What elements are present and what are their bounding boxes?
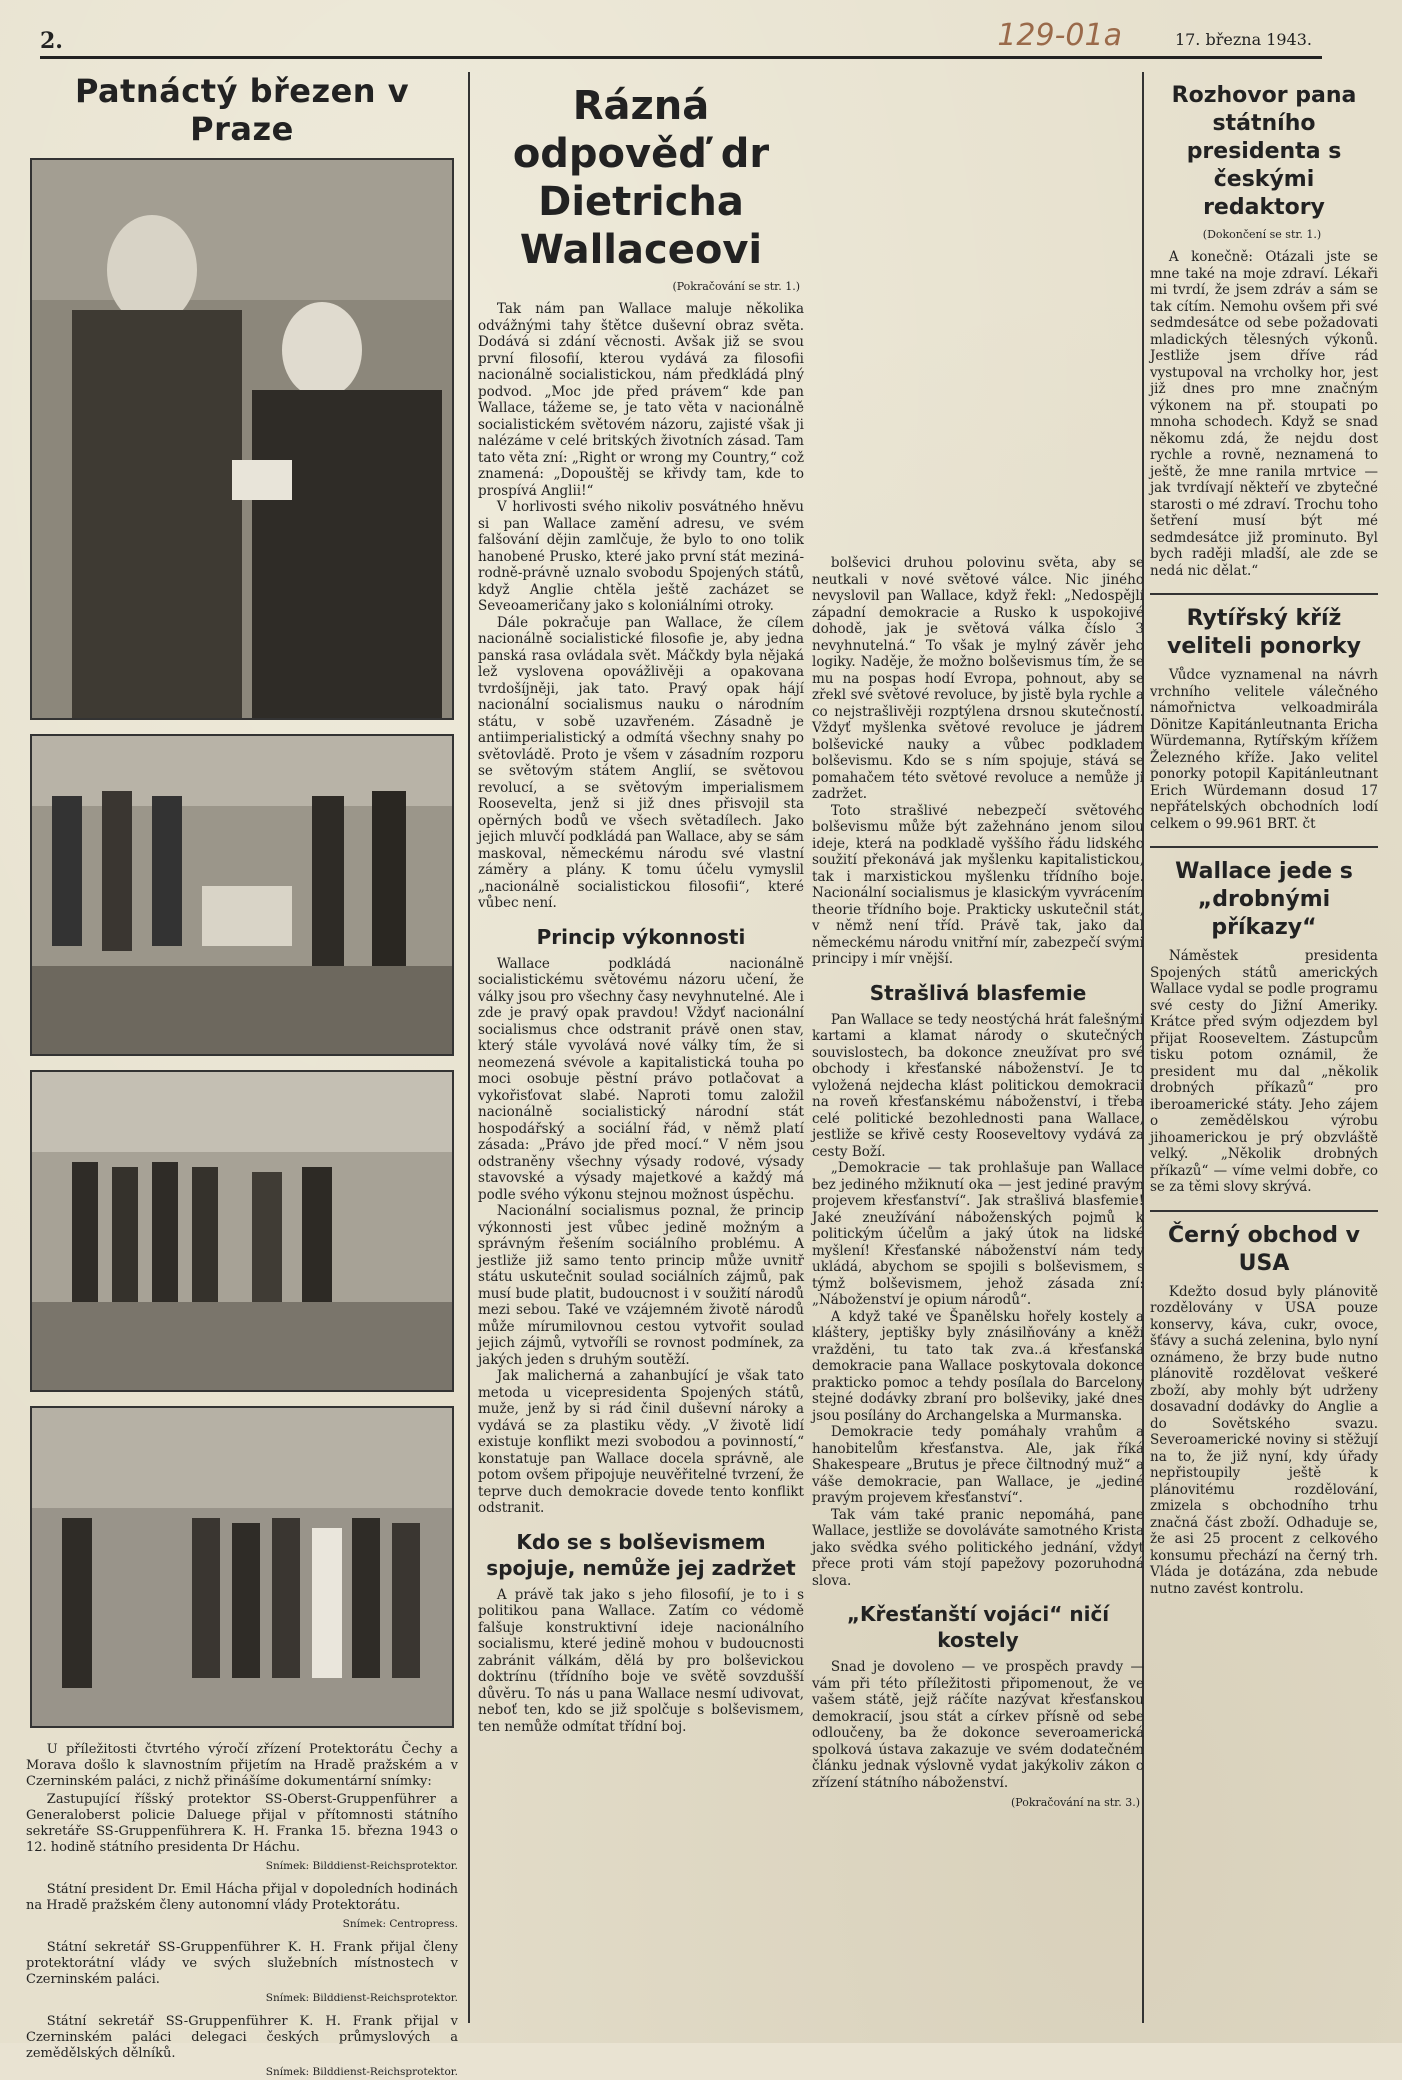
column-rule: [468, 72, 470, 2023]
news-paragraph: Kdežto dosud byly plánovitě rozdělovány v USA pouze konservy, káva, cukr, ovoce, šťávy a suchá zelenina, bylo nyní oznámeno, že brzy bude nutno plánovitě rozdělovat veškeré zboží, aby mohly být udrženy dosavadní dodávky do Anglie a do Sovětského svazu. Severoamerické noviny si stěžují na to, že již nyní, kdy úřady nepřistoupily ještě k plánovitému rozdělování, zmizela s obchodního trhu značná část zboží. Odhaduje se, že asi 25 procent z celkového konsumu přechází na černý trh. Vláda je dotázána, zda nebude nutno zavést kontrolu.: [1150, 1283, 1378, 1597]
continued-note: (Pokračování se str. 1.): [672, 280, 800, 293]
photo-feature-column: [26, 72, 458, 2078]
subheading: Kdo se s bolševismem spojuje, nemůže jej zadržet: [486, 1529, 796, 1580]
subheading: Princip výkonnosti: [536, 924, 746, 949]
caption-text: Zastupující říšský protektor SS-Oberst-Gruppenführer a Generaloberst policie Daluege přijal v přítomnosti státního sekretáře SS-Gruppenführera K. H. Franka 15. března 1943 o 12. hodině státního presidenta Dr Háchu.: [26, 1792, 458, 1855]
caption-text: Státní sekretář SS-Gruppenführer K. H. Frank přijal členy protektorátní vlády ve svých služebních místnostech v Czerninském paláci.: [26, 1940, 458, 1987]
article-paragraph: Jak malicherná a zahanbující je však tato metoda u vicepresidenta Spojených států, muže, jenž by si rád činil duševní nároky a vydává se za plastiku vědy. „V životě lidí existuje konflikt mezi svobodou a povinností,“ konstatuje pan Wallace docela správně, ale potom ovšem připojuje neuvěřitelné tvrzení, že teprve duch demokracie dovede tento konflikt odstranit.: [478, 1368, 804, 1516]
article-paragraph: A když také ve Španělsku hořely kostely a kláštery, jeptišky byly znásilňovány a kněží vražděni, tu tato tak zva..á křesťanská demokracie pana Wallace poskytovala dokonce prakticko pomoc a tehdy posílala do Barcelony stejné dodávky zbraní pro bolševiky, jaké dnes jsou posílány do Archangelska a Murmanska.: [812, 1308, 1144, 1424]
caption-intro: U příležitosti čtvrtého výročí zřízení Protektorátu Čechy a Morava došlo k slavnostním přijetím na Hradě pražském a v Czerninském paláci, z nichž přinášíme dokumentární snímky:: [26, 1742, 458, 1789]
section-divider: [1150, 846, 1378, 848]
section-divider: [1150, 593, 1378, 595]
main-headline: Rázná odpověď dr Dietricha Wallaceovi: [512, 83, 770, 273]
article-paragraph: „Demokracie — tak prohlašuje pan Wallace bez jediného mžiknutí oka — jest jediné pravým projevem křesťanství“. Jak strašlivá blasfemie! Jaké zneužívání náboženských pojmů k politickým účelům a jaký útok na lidské myšlení! Křesťanské náboženství nám tedy ukládá, abychom se spojili s bolševismem, s týmž bolševismem, jehož zásada zní: „Náboženství je opium národů“.: [812, 1160, 1144, 1308]
continued-note: (Dokončení se str. 1.): [1202, 228, 1322, 241]
news-paragraph: Vůdce vyznamenal na návrh vrchního velitele válečného námořnictva velkoadmirála Dönitze Kapitánleutnanta Ericha Würdemanna, Rytířským křížem Železného kříže. Jako velitel ponorky potopil Kapitánleutnant Erich Würdemann dosud 17 nepřátelských obchodních lodí celkem o 99.961 BRT. čt: [1150, 667, 1378, 832]
news-paragraph: Náměstek presidenta Spojených států amerických Wallace vydal se podle programu své cesty do Jižní Ameriky. Krátce před svým odjezdem byl přijat Rooseveltem. Zástupcům tisku potom oznámil, že president mu dal „několik drobných příkazů“ pro iberoamerické státy. Jeho zájem o zemědělskou výrobu jihoamerickou je prý obzvláště velký. „Několik drobných příkazů“ — víme velmi dobře, co se za těmi slovy skrývá.: [1150, 948, 1378, 1195]
photo-credit: Snímek: Bilddienst-Reichsprotektor.: [265, 1860, 458, 1872]
archive-mark: 129-01a: [997, 18, 1122, 53]
article-paragraph: Tak vám také pranic nepomáhá, pane Wallace, jestliže se dovoláváte samotného Krista jako svědka svého politického jednání, vždyť přece proti vám stojí papežovy pozoruhodná slova.: [812, 1506, 1144, 1589]
caption-text: Státní sekretář SS-Gruppenführer K. H. Frank přijal v Czerninském paláci delegaci českých průmyslových a zemědělských dělníků.: [26, 2014, 458, 2061]
continued-note: (Pokračování na str. 3.): [1010, 1796, 1140, 1809]
news-photo: [30, 158, 454, 720]
article-paragraph: Dále pokračuje pan Wallace, že cílem nacionálně socialistické filosofie je, aby jedna panská rasa ovládala svět. Máčkdy byla nějaká lež vyslovena opovážlivěji a opakovana tvrdošíjněji, jak tato. Pravý opak hájí nacionální socialismus nauku o národním státu, v sobě uzavřeném. Zásadně je antiimperialistický a odmítá všechny snahy po světovládě. Proto je všem v zásadním rozporu se světovým státem Anglií, se světovou revolucí, a se světovým imperialismem Roosevelta, jenž si již dnes přisvojil sta opěrných bodů ve všech světadílech. Jako jejich mluvčí podkládá pan Wallace, aby se sám maskoval, německému národu své vlastní záměry a plány. K tomu účelu vymyslil „nacionálně socialistickou filosofii“, které vůbec není.: [478, 614, 804, 911]
news-headline: Rytířský kříž veliteli ponorky: [1167, 606, 1361, 659]
news-body: [1150, 1284, 1378, 1598]
photo-scene: [32, 736, 452, 1054]
news-headline: Černý obchod v USA: [1167, 1222, 1360, 1276]
article-paragraph: Wallace podkládá nacionálně socialistickému světovému názoru učení, že války jsou pro všechny časy nevyhnutelné. Ale i zde je pravý opak pravdou! Vždyť nacionální socialismus chce odstranit právě onen stav, který stále vyvolává nové války tím, že si neomezená svévole a kapitalistická touha po moci osobuje pěstní právo potlačovat a vykořisťovat slabé. Naproti tomu založil nacionálně socialistický národní stát hospodářský a sociální řád, v němž platí zásada: „Právo jde před mocí.“ V něm jsou odstraněny všechny výsady rodové, výsady stavovské a výsady majetkové a každý má podle svého výkonu stejnou možnost úspěchu.: [478, 955, 804, 1203]
feature-headline: Patnáctý březen v Praze: [74, 72, 410, 148]
photo-scene: [32, 1072, 452, 1390]
photo-credit: Snímek: Centropress.: [342, 1918, 458, 1930]
news-headline: Wallace jede s „drobnými příkazy“: [1175, 859, 1353, 940]
masthead: [40, 18, 1322, 59]
article-paragraph: Snad je dovoleno — ve prospěch pravdy — vám při této příležitosti připomenout, že ve vašem státě, jejž ráčíte nazývat křesťanskou demokracií, jsou stát a církev přísně od sebe odloučeny, ba že dokonce severoamerická spolková ústava zakazuje ve svém dodatečném článku jednak výslovně vydat jakýkoliv zákon o zřízení státního náboženství.: [812, 1659, 1144, 1791]
article-continuation-column: [812, 555, 1144, 2025]
article-paragraph: A právě tak jako s jeho filosofií, je to i s politikou pana Wallace. Zatím co védomě falšuje konstruktivní ideje nacionálního socialismu, které jedině mohou v budoucnosti zabránit válkám, dělá by pro bolševickou doktrínu (třídního boje ve světě sovzdušší důvěru. To nás u pana Wallace nesmí udivovat, neboť ten, kdo se již spolčuje s bolševismem, ten nemůže odmítat třídní boj.: [478, 1586, 804, 1735]
news-body: [1150, 249, 1378, 579]
photo-credit: Snímek: Bilddienst-Reichsprotektor.: [265, 1992, 458, 2004]
photo-credit: Snímek: Bilddienst-Reichsprotektor.: [265, 2066, 458, 2078]
news-photo: [30, 734, 454, 1056]
short-news-column: [1150, 72, 1378, 2022]
article-paragraph: V horlivosti svého nikoliv posvátného hněvu si pan Wallace zamění adresu, ve svém falšování dějin zamlčuje, že bylo to ono tolik hanobené Prusko, které jako první stát mezinárodně-právně uznalo svobodu Spojených států, když Anglie chtěla ještě zacházet se Seveoameričany jako s koloniálními otroky.: [478, 499, 804, 614]
issue-date: 17. března 1943.: [1174, 30, 1312, 49]
article-paragraph: bolševici druhou polovinu světa, aby se neutkali v nové světové válce. Nic jiného nevyslovil pan Wallace, když řekl: „Nedospějlí západní demokracie a Rusko k uspokojivé dohodě, jak je světová válka číslo 3 nevyhnutelná.“ To však je mylný závěr jeho logiky. Naděje, že možno bolševismus tím, že se mu na pospas hodí Evropa, pohnout, aby se zřekl své světové revoluce, by jistě byla rychle a co nejstrašlivěji rozptýlena drsnou skutečností. Vždyť myšlenka světové revoluce je jádrem bolševické nauky a vůbec podkladem bolševismu. Kdo se s ním spojuje, stává se pomahačem této světové revoluce a nemůže ji zadržet.: [812, 555, 1144, 802]
article-paragraph: Pan Wallace se tedy neostýchá hrát falešnými kartami a klamat národy o skutečných souvislostech, ba dokonce zneužívat pro své obchody i křesťanské náboženství. Je to vyložená nejdecha klást politickou demokracii na roveň křesťanskému náboženství, i třeba celé politické bezohlednosti pana Wallace, jestliže se křivě cesty Rooseveltovy vydává za cesty Boží.: [812, 1011, 1144, 1160]
article-paragraph: Toto strašlivé nebezpečí světového bolševismu může být zažehnáno jenom silou ideje, která na podkladě vyššího řádu lidského soužití překonává jak myšlenku kapitalistickou, tak i marxistickou myšlenku třídního boje. Nacionální socialismus je klasickým vyvrácením theorie třídního boje. Prakticky uskutečnil stát, v němž není tříd. Právě tak, jako dal německému národu vnitřní mír, zabezpečí svými principy i mír vnější.: [812, 802, 1144, 967]
subheading: „Křesťanští vojáci“ ničí kostely: [846, 1602, 1110, 1652]
photo-captions: [26, 1742, 458, 2080]
news-paragraph: A konečně: Otázali jste se mne také na moje zdraví. Lékaři mi tvrdí, že jsem zdráv a sám se tak cítím. Nemohu ovšem při své sedmdesátce od sebe požadovati mladických tělesných výkonů. Jestliže jsem dříve rád vystupoval na vrcholky hor, jest již dnes pro mne značným výkonem na př. stoupati po mnoha schodech. Když se snad někomu zdá, že nejdu dost rychle a rovně, neznamená to ještě, že mne ranila mrtvice — jak tvrdívají někteří ve zbytečné starosti o mé zdraví. Trochu toho šetření musí být mé sedmdesátce již prominuto. Byl bych raději mladší, ale zde se nedá nic dělat.“: [1150, 249, 1378, 579]
subheading: Strašlivá blasfemie: [869, 980, 1087, 1005]
caption-text: Státní president Dr. Emil Hácha přijal v dopoledních hodinách na Hradě pražském členy autonomní vlády Protektorátu.: [26, 1882, 458, 1913]
news-headline: Rozhovor pana státního presidenta s českými redaktory: [1171, 83, 1357, 220]
article-body: [478, 301, 804, 1735]
article-body: [812, 555, 1144, 1812]
article-paragraph: Tak nám pan Wallace maluje několika odvážnými tahy štětce duševní obraz světa. Dodává si zdání věcnosti. Avšak již se svou první filosofií, kterou vydává za filosofii nacionálně socialistickou, nám předkládá plný podvod. „Moc jde před právem“ kde pan Wallace, tážeme se, je tato věta v nacionálně socialistickém světovém názoru, zajisté však ji nalézáme v celé britských životních zásad. Tam tato věta zní: „Right or wrong my Country,“ což znamená: „Dopouštěj se křivdy tam, kde to prospívá Anglii!“: [478, 301, 804, 499]
article-paragraph: Nacionální socialismus poznal, že princip výkonnosti jest vůbec jedině možným a správným řešením sociálního problému. A jestliže již samo tento princip může uvnitř státu uskutečnit soulad sociálních zájmů, pak musí bude platit, budoucnost i v soužití národů mezi sebou. Také ve vzájemném životě národů může mírumilovnou cestou vytvořit soulad jejich zájmů, vytvoříli se rovnost podmínek, za jakých jeden s druhým soutěží.: [478, 1203, 804, 1368]
photo-scene: [32, 1408, 452, 1726]
section-divider: [1150, 1210, 1378, 1212]
news-photo: [30, 1406, 454, 1728]
page-number: 2.: [40, 28, 63, 54]
article-paragraph: Demokracie tedy pomáhaly vrahům a hanobitelům křesťanstva. Ale, jak říká Shakespeare „Brutus je přece čiltnodný muž“ a váše demokracie, pan Wallace, je „jediné pravým projevem křesťanství“.: [812, 1424, 1144, 1506]
news-body: [1150, 667, 1378, 832]
main-article-column: [478, 72, 804, 2022]
news-photo: [30, 1070, 454, 1392]
photo-scene: [32, 160, 452, 718]
news-body: [1150, 948, 1378, 1196]
